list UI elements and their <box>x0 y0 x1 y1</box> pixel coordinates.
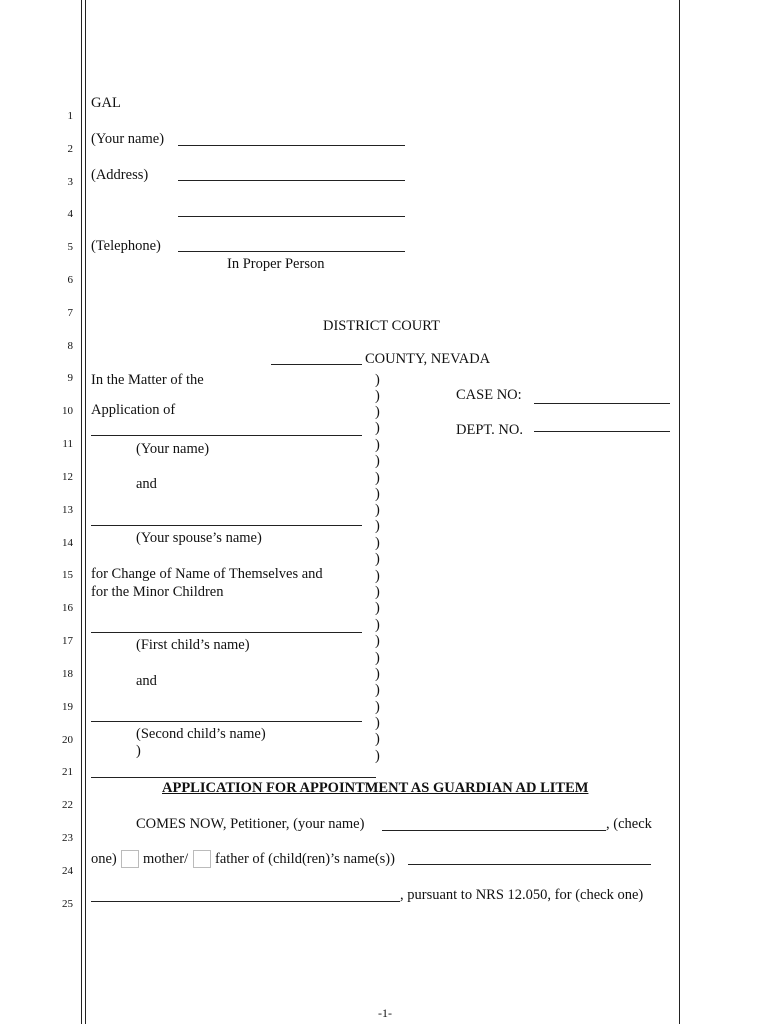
paren: ) <box>375 535 380 551</box>
children-names-blank-2[interactable] <box>91 901 400 902</box>
line-number: 21 <box>62 766 73 778</box>
line-number: 18 <box>62 668 73 680</box>
paren: ) <box>375 568 380 584</box>
children-names-blank[interactable] <box>408 864 651 865</box>
paren: ) <box>375 699 380 715</box>
paren: ) <box>375 502 380 518</box>
paren: ) <box>375 388 380 404</box>
paren: ) <box>375 372 380 388</box>
line-number: 8 <box>67 340 73 352</box>
spouse-name-caption: (Your spouse’s name) <box>136 530 262 546</box>
mother-checkbox[interactable] <box>121 850 139 868</box>
paren: ) <box>375 731 380 747</box>
second-child-caption: (Second child’s name) <box>136 726 266 742</box>
line-number: 20 <box>62 734 73 746</box>
paren: ) <box>375 551 380 567</box>
line-number: 16 <box>62 602 73 614</box>
paren: ) <box>375 453 380 469</box>
district-court-heading: DISTRICT COURT <box>323 318 440 334</box>
county-field[interactable] <box>271 364 362 365</box>
your-name-field[interactable] <box>178 145 405 146</box>
caption-bottom-rule <box>91 777 376 778</box>
line-number: 22 <box>62 799 73 811</box>
paren: ) <box>375 420 380 436</box>
petitioner-name-blank[interactable] <box>382 830 606 831</box>
body-line-1-end: , (check <box>606 816 652 832</box>
right-margin-rule <box>679 0 680 1024</box>
line-number: 17 <box>62 635 73 647</box>
change-of-name-line-1: for Change of Name of Themselves and <box>91 566 323 582</box>
petitioner-name-field[interactable] <box>91 435 362 436</box>
county-nevada-heading: COUNTY, NEVADA <box>365 351 491 367</box>
paren: ) <box>375 437 380 453</box>
line-number: 12 <box>62 471 73 483</box>
line-number: 4 <box>67 208 73 220</box>
line-number: 7 <box>67 307 73 319</box>
body-line-3-end: , pursuant to NRS 12.050, for (check one) <box>400 887 644 903</box>
paren: ) <box>375 650 380 666</box>
first-child-name-field[interactable] <box>91 632 362 633</box>
address-label: (Address) <box>91 167 149 183</box>
line-number: 24 <box>62 865 73 877</box>
your-name-label: (Your name) <box>91 131 165 147</box>
line-number: 25 <box>62 898 73 910</box>
paren: ) <box>375 518 380 534</box>
your-name-caption: (Your name) <box>136 441 210 457</box>
paren: ) <box>375 617 380 633</box>
paren: ) <box>375 682 380 698</box>
spouse-name-field[interactable] <box>91 525 362 526</box>
in-the-matter-label: In the Matter of the <box>91 372 204 388</box>
second-child-name-field[interactable] <box>91 721 362 722</box>
paren: ) <box>375 666 380 682</box>
line-number: 23 <box>62 832 73 844</box>
dept-no-field[interactable] <box>534 431 670 432</box>
paren: ) <box>375 600 380 616</box>
left-margin-rule-outer <box>81 0 82 1024</box>
paren: ) <box>375 715 380 731</box>
line-number: 2 <box>67 143 73 155</box>
line-number: 10 <box>62 405 73 417</box>
telephone-label: (Telephone) <box>91 238 161 254</box>
line-number: 5 <box>67 241 73 253</box>
left-margin-rule-inner <box>85 0 86 1024</box>
document-title: APPLICATION FOR APPOINTMENT AS GUARDIAN AD LITEM <box>162 780 589 796</box>
case-no-label: CASE NO: <box>456 387 522 403</box>
line-number: 1 <box>67 110 73 122</box>
body-line-2-one: one) <box>91 851 117 867</box>
line-number: 19 <box>62 701 73 713</box>
case-no-field[interactable] <box>534 403 670 404</box>
father-label: father of (child(ren)’s name(s)) <box>215 851 395 867</box>
telephone-field[interactable] <box>178 251 405 252</box>
dept-no-label: DEPT. NO. <box>456 422 523 438</box>
paren: ) <box>375 748 380 764</box>
paren: ) <box>375 486 380 502</box>
and-label: and <box>136 476 157 492</box>
paren: ) <box>375 404 380 420</box>
paren: ) <box>375 584 380 600</box>
mother-label: mother/ <box>143 851 189 867</box>
line-number: 14 <box>62 537 73 549</box>
gal-label: GAL <box>91 95 121 111</box>
address-field-line-1[interactable] <box>178 180 405 181</box>
line-number: 6 <box>67 274 73 286</box>
line-number: 15 <box>62 569 73 581</box>
line-number: 9 <box>67 372 73 384</box>
paren: ) <box>375 633 380 649</box>
line-number: 11 <box>62 438 73 450</box>
caption-close-paren: ) <box>136 743 141 759</box>
and-label: and <box>136 673 157 689</box>
in-proper-person-label: In Proper Person <box>227 256 325 272</box>
paren: ) <box>375 470 380 486</box>
page-number: -1- <box>378 1006 392 1020</box>
body-line-1-start: COMES NOW, Petitioner, (your name) <box>136 816 365 832</box>
line-number: 13 <box>62 504 73 516</box>
father-checkbox[interactable] <box>193 850 211 868</box>
first-child-caption: (First child’s name) <box>136 637 250 653</box>
application-of-label: Application of <box>91 402 176 418</box>
line-number: 3 <box>67 176 73 188</box>
change-of-name-line-2: for the Minor Children <box>91 584 224 600</box>
address-field-line-2[interactable] <box>178 216 405 217</box>
